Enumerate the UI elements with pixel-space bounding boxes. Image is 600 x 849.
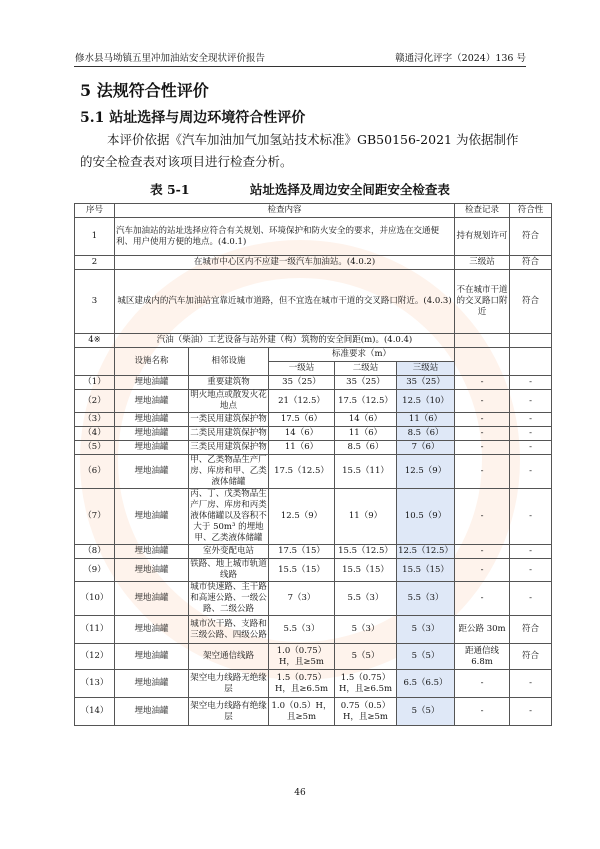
row-adjacent: 重要建筑物 <box>189 376 269 390</box>
row-grade1: 21（12.5） <box>269 390 335 413</box>
row-adjacent: 二类民用建筑保护物 <box>189 427 269 441</box>
row-seq: （14） <box>75 698 115 726</box>
row-grade1: 1.0（0.75）H，且≥5m <box>269 644 335 670</box>
row-grade1: 1.5（0.75）H，且≥6.5m <box>269 670 335 698</box>
row-seq: （3） <box>75 413 115 427</box>
safety-check-table <box>74 203 552 726</box>
row-adjacent: 丙、丁、戊类物品生产厂房、库房和丙类液体储罐以及容积不大于 50m³ 的埋地甲、乙类液体储罐 <box>190 489 267 543</box>
row-seq: （2） <box>75 390 115 413</box>
row-adjacent: 三类民用建筑保护物 <box>189 441 269 455</box>
row-grade2: 11（9） <box>335 489 397 545</box>
row-compliance: - <box>510 698 552 726</box>
row-grade1: 1.0（0.5）H，且≥5m <box>269 698 335 726</box>
row-adjacent: 架空电力线路无绝缘层 <box>189 670 269 698</box>
row-facility: 埋地油罐 <box>115 559 189 582</box>
row-compliance: 符合 <box>510 270 552 334</box>
subsection-title: 5.1 站址选择与周边环境符合性评价 <box>80 110 306 126</box>
row-content: 汽车加油站的站址选择应符合有关规划、环境保护和防火安全的要求，并应选在交通便利、用户使用方便的地点。(4.0.1) <box>115 218 455 256</box>
row-record: - <box>455 376 510 390</box>
row-record: - <box>455 455 510 489</box>
row-record: - <box>455 390 510 413</box>
row-record: - <box>455 698 510 726</box>
empty-cell <box>510 348 552 376</box>
row-compliance: - <box>510 559 552 582</box>
header-left: 修水县马坳镇五里冲加油站安全现状评价报告 <box>75 53 266 64</box>
row-grade2: 1.5（0.75）H，且≥6.5m <box>335 670 397 698</box>
table-row <box>75 427 552 441</box>
row-facility: 埋地油罐 <box>115 670 189 698</box>
row-seq: （5） <box>75 441 115 455</box>
row-seq: （13） <box>75 670 115 698</box>
row-adjacent: 架空电力线路有绝缘层 <box>189 698 269 726</box>
row-compliance: - <box>510 376 552 390</box>
row-seq: （1） <box>75 376 115 390</box>
row-grade1: 12.5（9） <box>269 489 335 545</box>
row-grade1: 17.5（15） <box>269 545 335 559</box>
row-compliance: - <box>510 670 552 698</box>
table-row <box>75 545 552 559</box>
row-grade2: 15.5（11） <box>335 455 397 489</box>
header-grade2: 二级站 <box>335 362 397 376</box>
header-grade1: 一级站 <box>269 362 335 376</box>
row-adjacent: 城市次干路、支路和三级公路、四级公路 <box>189 616 269 644</box>
row-facility: 埋地油罐 <box>115 545 189 559</box>
table-caption <box>0 180 600 198</box>
row-adjacent: 明火地点或散发火花地点 <box>190 390 267 411</box>
row-grade2: 17.5（12.5） <box>335 390 397 413</box>
table-row <box>75 441 552 455</box>
row-facility: 埋地油罐 <box>115 427 189 441</box>
row-compliance: - <box>510 545 552 559</box>
row-grade2: 35（25） <box>335 376 397 390</box>
row-grade1: 17.5（12.5） <box>269 455 335 489</box>
table-row <box>75 376 552 390</box>
row-record: - <box>455 441 510 455</box>
header-adjacent: 相邻设施 <box>189 348 269 376</box>
row-grade1: 15.5（15） <box>269 559 335 582</box>
row-grade1: 7（3） <box>269 582 335 616</box>
table-row <box>75 644 552 670</box>
row-compliance: 符合 <box>510 644 552 670</box>
header-facility: 设施名称 <box>115 348 189 376</box>
row-grade1: 17.5（6） <box>269 413 335 427</box>
row-record: 距通信线 6.8m <box>455 644 510 670</box>
row-adjacent: 架空通信线路 <box>189 644 269 670</box>
row-seq: （12） <box>75 644 115 670</box>
row-compliance: - <box>510 455 552 489</box>
row-grade2: 11（6） <box>335 427 397 441</box>
row-compliance: - <box>510 413 552 427</box>
row-facility: 埋地油罐 <box>115 698 189 726</box>
row-record: 不在城市干道的交叉路口附近 <box>455 270 510 334</box>
table-row <box>75 413 552 427</box>
row-grade2: 5.5（3） <box>335 582 397 616</box>
row-adjacent: 室外变配电站 <box>189 545 269 559</box>
row-facility: 埋地油罐 <box>115 616 189 644</box>
table-header-row <box>75 204 552 218</box>
row-grade3: 5（5） <box>397 644 455 670</box>
row-grade3: 10.5（9） <box>397 489 455 545</box>
row-grade1: 14（6） <box>269 427 335 441</box>
table-row <box>75 698 552 726</box>
row-grade3: 7（6） <box>397 441 455 455</box>
row-facility: 埋地油罐 <box>115 455 189 489</box>
row-grade2: 5（3） <box>335 616 397 644</box>
row-compliance: 符合 <box>510 616 552 644</box>
row-seq: 3 <box>75 270 115 334</box>
row-compliance: - <box>510 582 552 616</box>
row-content: 汽油（柴油）工艺设备与站外建（构）筑物的安全间距(m)。(4.0.4) <box>115 334 455 348</box>
table-row <box>75 616 552 644</box>
row-record: 三级站 <box>455 256 510 270</box>
table-row <box>75 334 552 348</box>
row-seq: 1 <box>75 218 115 256</box>
row-compliance: - <box>510 390 552 413</box>
row-grade3: 11（6） <box>397 413 455 427</box>
table-number: 表 5-1 <box>150 182 190 197</box>
row-grade1: 5.5（3） <box>269 616 335 644</box>
row-grade1: 11（6） <box>269 441 335 455</box>
header-standard: 标准要求（m） <box>269 348 455 362</box>
row-grade2: 14（6） <box>335 413 397 427</box>
header-grade3: 三级站 <box>397 362 455 376</box>
row-seq: （8） <box>75 545 115 559</box>
row-seq: （11） <box>75 616 115 644</box>
empty-cell <box>455 348 510 376</box>
table-row <box>75 670 552 698</box>
table-row <box>75 582 552 616</box>
row-adjacent: 一类民用建筑保护物 <box>189 413 269 427</box>
row-record: 持有规划许可 <box>455 218 510 256</box>
row-grade3: 6.5（6.5） <box>397 670 455 698</box>
row-facility: 埋地油罐 <box>115 413 189 427</box>
row-grade3: 12.5（10） <box>397 390 455 413</box>
row-compliance: 符合 <box>510 256 552 270</box>
row-seq: （10） <box>75 582 115 616</box>
intro-paragraph: 本评价依据《汽车加油加气加氢站技术标准》GB50156-2021 为依据制作的安全检查表对该项目进行检查分析。 <box>80 132 519 169</box>
row-grade1: 35（25） <box>269 376 335 390</box>
row-record: - <box>455 559 510 582</box>
row-content: 在城市中心区内不应建一级汽车加油站。(4.0.2) <box>115 256 455 270</box>
row-record: - <box>455 545 510 559</box>
row-grade2: 15.5（12.5） <box>335 545 397 559</box>
table-row <box>75 256 552 270</box>
empty-cell <box>75 348 115 376</box>
row-adjacent: 铁路、地上城市轨道线路 <box>190 559 267 580</box>
row-seq: （7） <box>75 489 115 545</box>
row-seq: （4） <box>75 427 115 441</box>
row-record: - <box>455 427 510 441</box>
table-row <box>75 489 552 545</box>
row-facility: 埋地油罐 <box>115 390 189 413</box>
table-row <box>75 559 552 582</box>
section-title: 5 法规符合性评价 <box>80 81 209 100</box>
sub-header-row <box>75 348 552 362</box>
row-facility: 埋地油罐 <box>115 644 189 670</box>
header-compliance: 符合性 <box>510 204 552 218</box>
header-divider <box>74 66 526 67</box>
page-number: 46 <box>294 788 306 798</box>
table-title: 站址选择及周边安全间距安全检查表 <box>249 182 450 197</box>
header-content: 检查内容 <box>115 204 455 218</box>
row-grade3: 35（25） <box>397 376 455 390</box>
row-grade3: 5（3） <box>397 616 455 644</box>
row-compliance: - <box>510 489 552 545</box>
row-facility: 埋地油罐 <box>115 376 189 390</box>
header-record: 检查记录 <box>455 204 510 218</box>
row-grade2: 0.75（0.5）H，且≥5m <box>335 698 397 726</box>
row-facility: 埋地油罐 <box>115 489 189 545</box>
row-content: 城区建成内的汽车加油站宜靠近城市道路，但不宜选在城市干道的交叉路口附近。(4.0.3) <box>115 270 455 334</box>
row-grade3: 12.5（9） <box>397 455 455 489</box>
table-row <box>75 270 552 334</box>
row-record: - <box>455 489 510 545</box>
row-grade3: 12.5（12.5） <box>397 545 455 559</box>
row-seq: 2 <box>75 256 115 270</box>
row-record: - <box>455 670 510 698</box>
row-grade3: 5（5） <box>397 698 455 726</box>
row-grade3: 15.5（15） <box>397 559 455 582</box>
row-grade2: 8.5（6） <box>335 441 397 455</box>
row-record: - <box>455 413 510 427</box>
header-right: 赣通浔化评字（2024）136 号 <box>395 53 526 64</box>
row-seq: 4※ <box>75 334 115 348</box>
row-grade3: 8.5（6） <box>397 427 455 441</box>
row-facility: 埋地油罐 <box>115 441 189 455</box>
row-compliance <box>510 334 552 348</box>
row-adjacent: 城市快速路、主干路和高速公路、一级公路、二级公路 <box>190 582 267 614</box>
row-record: - <box>455 582 510 616</box>
row-seq: （9） <box>75 559 115 582</box>
row-record: 距公路 30m <box>455 616 510 644</box>
row-grade3: 5.5（3） <box>397 582 455 616</box>
row-adjacent: 甲、乙类物品生产厂房、库房和甲、乙类液体储罐 <box>190 455 267 487</box>
table-row <box>75 455 552 489</box>
row-compliance: - <box>510 441 552 455</box>
row-compliance: 符合 <box>510 218 552 256</box>
table-row <box>75 390 552 413</box>
table-row <box>75 218 552 256</box>
row-grade2: 5（5） <box>335 644 397 670</box>
row-grade2: 15.5（15） <box>335 559 397 582</box>
row-record <box>455 334 510 348</box>
row-seq: （6） <box>75 455 115 489</box>
header-seq: 序号 <box>75 204 115 218</box>
row-facility: 埋地油罐 <box>115 582 189 616</box>
row-compliance: - <box>510 427 552 441</box>
